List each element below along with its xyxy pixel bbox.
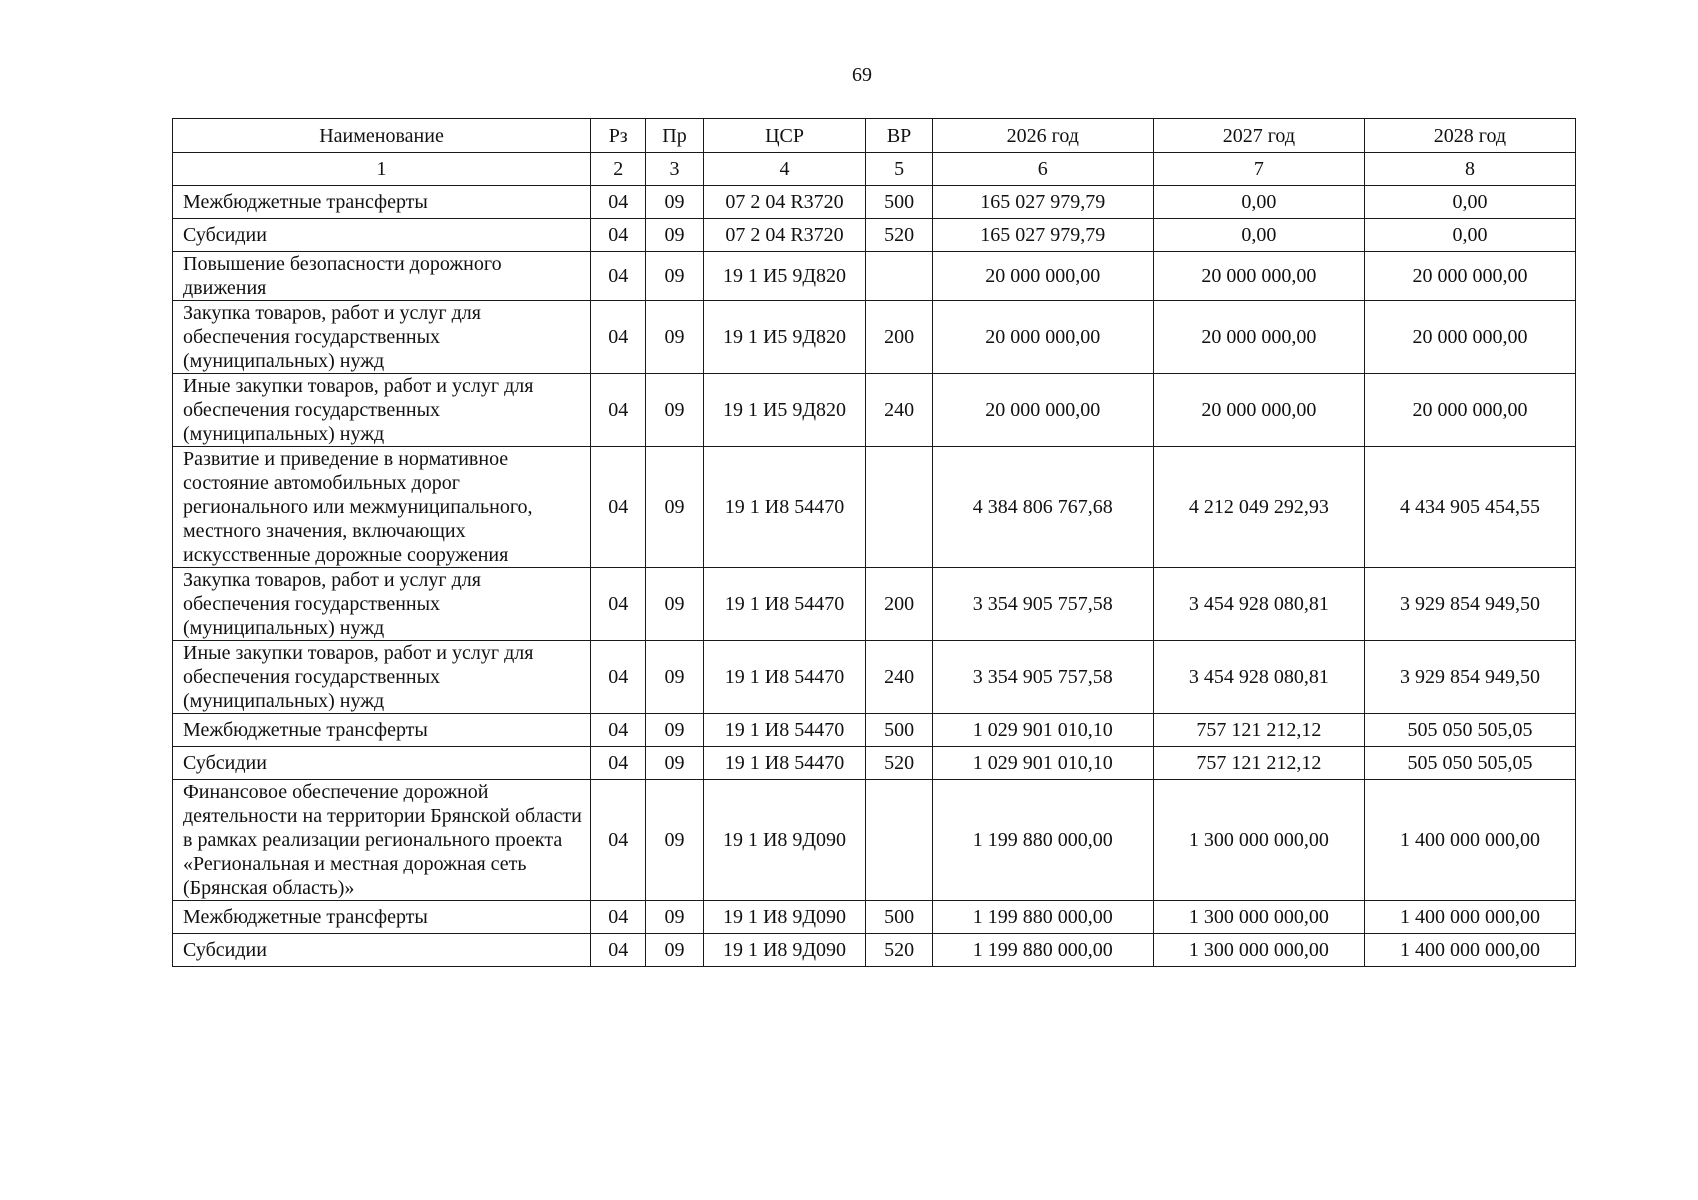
row-rz: 04	[591, 780, 646, 901]
row-vr: 500	[866, 714, 932, 747]
row-vr	[866, 780, 932, 901]
row-2028: 0,00	[1364, 186, 1575, 219]
header-2026: 2026 год	[932, 119, 1153, 153]
row-vr	[866, 447, 932, 568]
row-rz: 04	[591, 641, 646, 714]
row-2026: 3 354 905 757,58	[932, 568, 1153, 641]
row-rz: 04	[591, 747, 646, 780]
row-csr: 19 1 И8 9Д090	[703, 901, 866, 934]
table-row	[173, 568, 1576, 641]
row-rz: 04	[591, 374, 646, 447]
row-2026: 20 000 000,00	[932, 252, 1153, 301]
row-rz: 04	[591, 252, 646, 301]
row-rz: 04	[591, 934, 646, 967]
row-name: Иные закупки товаров, работ и услуг для обеспечения государственных (муниципальных) нужд	[173, 374, 591, 447]
row-vr: 520	[866, 219, 932, 252]
row-2028: 1 400 000 000,00	[1364, 901, 1575, 934]
header-vr: ВР	[866, 119, 932, 153]
header-rz: Рз	[591, 119, 646, 153]
table-row	[173, 901, 1576, 934]
row-rz: 04	[591, 901, 646, 934]
header-row	[173, 119, 1576, 153]
table-row	[173, 641, 1576, 714]
table-row	[173, 780, 1576, 901]
row-vr: 200	[866, 301, 932, 374]
row-2026: 165 027 979,79	[932, 219, 1153, 252]
column-number: 5	[866, 153, 932, 186]
column-number: 4	[703, 153, 866, 186]
row-2028: 1 400 000 000,00	[1364, 780, 1575, 901]
row-2028: 1 400 000 000,00	[1364, 934, 1575, 967]
row-name: Финансовое обеспечение дорожной деятельности на территории Брянской области в рамках реализации регионального проекта «Региональная и местная дорожная сеть (Брянская область)»	[173, 780, 591, 901]
column-number: 8	[1364, 153, 1575, 186]
row-pr: 09	[646, 301, 703, 374]
row-csr: 07 2 04 R3720	[703, 219, 866, 252]
row-name: Межбюджетные трансферты	[173, 714, 591, 747]
table-row	[173, 447, 1576, 568]
row-name: Межбюджетные трансферты	[173, 901, 591, 934]
row-pr: 09	[646, 447, 703, 568]
column-number: 7	[1153, 153, 1364, 186]
row-vr: 500	[866, 901, 932, 934]
row-vr: 240	[866, 641, 932, 714]
header-2027: 2027 год	[1153, 119, 1364, 153]
row-2028: 3 929 854 949,50	[1364, 641, 1575, 714]
row-2026: 3 354 905 757,58	[932, 641, 1153, 714]
column-number: 6	[932, 153, 1153, 186]
row-csr: 19 1 И5 9Д820	[703, 374, 866, 447]
row-2026: 1 199 880 000,00	[932, 780, 1153, 901]
column-number: 2	[591, 153, 646, 186]
header-pr: Пр	[646, 119, 703, 153]
row-2027: 1 300 000 000,00	[1153, 934, 1364, 967]
row-vr: 200	[866, 568, 932, 641]
row-name: Закупка товаров, работ и услуг для обеспечения государственных (муниципальных) нужд	[173, 568, 591, 641]
row-pr: 09	[646, 568, 703, 641]
row-name: Иные закупки товаров, работ и услуг для обеспечения государственных (муниципальных) нужд	[173, 641, 591, 714]
row-csr: 19 1 И8 54470	[703, 714, 866, 747]
row-name: Закупка товаров, работ и услуг для обеспечения государственных (муниципальных) нужд	[173, 301, 591, 374]
table-row	[173, 747, 1576, 780]
budget-table	[172, 118, 1576, 967]
row-2027: 757 121 212,12	[1153, 747, 1364, 780]
row-vr	[866, 252, 932, 301]
column-number: 3	[646, 153, 703, 186]
row-2027: 757 121 212,12	[1153, 714, 1364, 747]
row-rz: 04	[591, 568, 646, 641]
row-pr: 09	[646, 901, 703, 934]
row-2027: 1 300 000 000,00	[1153, 901, 1364, 934]
row-2027: 3 454 928 080,81	[1153, 641, 1364, 714]
row-name: Повышение безопасности дорожного движения	[173, 252, 591, 301]
row-csr: 19 1 И8 54470	[703, 568, 866, 641]
row-vr: 240	[866, 374, 932, 447]
row-2027: 20 000 000,00	[1153, 374, 1364, 447]
row-pr: 09	[646, 934, 703, 967]
row-csr: 19 1 И8 9Д090	[703, 934, 866, 967]
row-csr: 19 1 И8 9Д090	[703, 780, 866, 901]
row-2027: 4 212 049 292,93	[1153, 447, 1364, 568]
row-2026: 1 199 880 000,00	[932, 934, 1153, 967]
header-csr: ЦСР	[703, 119, 866, 153]
row-2028: 20 000 000,00	[1364, 252, 1575, 301]
table-row	[173, 301, 1576, 374]
row-pr: 09	[646, 641, 703, 714]
row-vr: 520	[866, 747, 932, 780]
column-numbers-row	[173, 153, 1576, 186]
row-csr: 19 1 И5 9Д820	[703, 252, 866, 301]
table-row	[173, 934, 1576, 967]
row-rz: 04	[591, 186, 646, 219]
table-row	[173, 219, 1576, 252]
row-pr: 09	[646, 219, 703, 252]
table-row	[173, 374, 1576, 447]
row-2028: 505 050 505,05	[1364, 747, 1575, 780]
row-name: Межбюджетные трансферты	[173, 186, 591, 219]
row-name: Субсидии	[173, 934, 591, 967]
row-2028: 20 000 000,00	[1364, 374, 1575, 447]
row-csr: 19 1 И8 54470	[703, 641, 866, 714]
row-2027: 0,00	[1153, 186, 1364, 219]
row-pr: 09	[646, 252, 703, 301]
row-pr: 09	[646, 186, 703, 219]
row-name: Развитие и приведение в нормативное состояние автомобильных дорог регионального или межмуниципального, местного значения, включающих искусственные дорожные сооружения	[173, 447, 591, 568]
row-2028: 3 929 854 949,50	[1364, 568, 1575, 641]
row-rz: 04	[591, 447, 646, 568]
row-2026: 1 029 901 010,10	[932, 747, 1153, 780]
header-name: Наименование	[173, 119, 591, 153]
row-csr: 19 1 И8 54470	[703, 447, 866, 568]
table-row	[173, 186, 1576, 219]
page-number: 69	[852, 64, 872, 86]
row-2027: 3 454 928 080,81	[1153, 568, 1364, 641]
table-row	[173, 252, 1576, 301]
table-row	[173, 714, 1576, 747]
row-2026: 1 029 901 010,10	[932, 714, 1153, 747]
row-csr: 07 2 04 R3720	[703, 186, 866, 219]
row-pr: 09	[646, 714, 703, 747]
row-csr: 19 1 И5 9Д820	[703, 301, 866, 374]
row-rz: 04	[591, 714, 646, 747]
row-name: Субсидии	[173, 747, 591, 780]
row-2027: 20 000 000,00	[1153, 252, 1364, 301]
row-csr: 19 1 И8 54470	[703, 747, 866, 780]
row-2027: 1 300 000 000,00	[1153, 780, 1364, 901]
column-number: 1	[173, 153, 591, 186]
row-2026: 4 384 806 767,68	[932, 447, 1153, 568]
row-rz: 04	[591, 219, 646, 252]
header-2028: 2028 год	[1364, 119, 1575, 153]
row-2028: 20 000 000,00	[1364, 301, 1575, 374]
row-2026: 165 027 979,79	[932, 186, 1153, 219]
row-pr: 09	[646, 780, 703, 901]
row-rz: 04	[591, 301, 646, 374]
row-2028: 505 050 505,05	[1364, 714, 1575, 747]
row-2028: 4 434 905 454,55	[1364, 447, 1575, 568]
row-pr: 09	[646, 747, 703, 780]
row-2026: 1 199 880 000,00	[932, 901, 1153, 934]
row-2027: 0,00	[1153, 219, 1364, 252]
row-vr: 500	[866, 186, 932, 219]
row-name: Субсидии	[173, 219, 591, 252]
row-2027: 20 000 000,00	[1153, 301, 1364, 374]
row-2026: 20 000 000,00	[932, 374, 1153, 447]
row-vr: 520	[866, 934, 932, 967]
row-2026: 20 000 000,00	[932, 301, 1153, 374]
row-pr: 09	[646, 374, 703, 447]
row-2028: 0,00	[1364, 219, 1575, 252]
